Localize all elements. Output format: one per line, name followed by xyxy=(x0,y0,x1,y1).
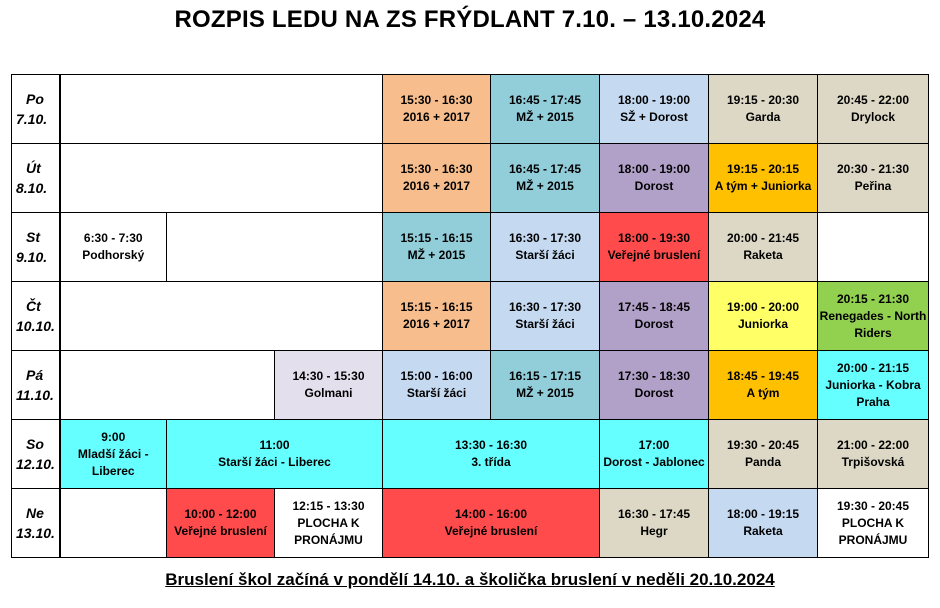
slot-time: 6:30 - 7:30 xyxy=(83,231,143,245)
slot-label: Raketa xyxy=(743,524,783,538)
slot-label: Drylock xyxy=(850,110,896,124)
slot-label: Starší žáci xyxy=(515,248,575,262)
day-name: Čt xyxy=(26,298,41,314)
slot-label: Hegr xyxy=(640,524,668,538)
schedule-slot xyxy=(491,351,600,420)
day-date: 8.10. xyxy=(16,180,48,196)
schedule-row-thursday xyxy=(12,282,929,351)
day-date: 7.10. xyxy=(16,111,48,127)
slot-time: 9:00 xyxy=(101,429,126,444)
empty-cell xyxy=(60,144,383,213)
slot-time: 18:00 - 19:00 xyxy=(617,93,691,107)
day-date: 9.10. xyxy=(16,249,48,265)
slot-time: 18:00 - 19:30 xyxy=(617,231,691,245)
slot-label: Juniorka xyxy=(737,317,788,331)
slot-label: Dorost xyxy=(634,179,674,193)
schedule-slot xyxy=(709,144,818,213)
slot-time: 16:45 - 17:45 xyxy=(508,93,582,107)
day-name: So xyxy=(26,436,44,452)
slot-label: Starší žáci xyxy=(515,317,575,331)
schedule-slot xyxy=(491,144,600,213)
schedule-slot xyxy=(167,489,275,558)
slot-time: 19:15 - 20:15 xyxy=(726,162,800,176)
schedule-slot xyxy=(491,282,600,351)
slot-label: 2016 + 2017 xyxy=(402,110,471,124)
slot-label: Dorost xyxy=(634,386,674,400)
slot-time: 19:30 - 20:45 xyxy=(726,438,800,452)
slot-label: Garda xyxy=(745,110,781,124)
slot-time: 13:30 - 16:30 xyxy=(454,438,528,452)
schedule-slot xyxy=(818,420,929,489)
slot-time: 21:00 - 22:00 xyxy=(836,438,910,452)
slot-time: 20:00 - 21:45 xyxy=(726,231,800,245)
slot-label: Trpišovská xyxy=(841,455,905,469)
slot-time: 15:30 - 16:30 xyxy=(400,93,473,107)
day-date: 11.10. xyxy=(16,387,54,403)
page-title: ROZPIS LEDU NA ZS FRÝDLANT 7.10. – 13.10.2024 xyxy=(174,6,766,33)
schedule-slot xyxy=(818,75,929,144)
schedule-slot xyxy=(383,213,491,282)
slot-label: Panda xyxy=(744,455,781,469)
slot-time: 10:00 - 12:00 xyxy=(184,507,257,521)
schedule-slot xyxy=(275,351,383,420)
schedule-slot xyxy=(275,489,383,558)
day-name: Pá xyxy=(26,367,44,383)
slot-time: 15:15 - 16:15 xyxy=(400,231,473,245)
slot-time: 15:30 - 16:30 xyxy=(400,162,473,176)
schedule-slot xyxy=(491,75,600,144)
slot-time: 12:15 - 13:30 xyxy=(292,498,365,513)
schedule-slot xyxy=(709,75,818,144)
day-cell xyxy=(12,351,60,420)
slot-label: SŽ + Dorost xyxy=(620,110,688,124)
schedule-slot xyxy=(383,351,491,420)
day-cell xyxy=(12,75,60,144)
day-name: Po xyxy=(26,91,44,107)
schedule-slot xyxy=(600,282,709,351)
slot-label: Mladší žáci - Liberec xyxy=(77,446,149,478)
slot-label: Peřina xyxy=(854,179,892,193)
schedule-slot xyxy=(167,420,383,489)
schedule-slot xyxy=(709,489,818,558)
slot-time: 11:00 xyxy=(259,438,290,452)
slot-time: 15:15 - 16:15 xyxy=(400,300,473,314)
schedule-slot xyxy=(600,213,709,282)
slot-label: Starší žáci - Liberec xyxy=(218,455,331,469)
schedule-row-monday xyxy=(12,75,929,144)
schedule-slot xyxy=(709,420,818,489)
slot-label: Renegades - North Riders xyxy=(819,308,927,340)
schedule-slot xyxy=(709,213,818,282)
schedule-slot xyxy=(600,489,709,558)
slot-time: 20:00 - 21:15 xyxy=(836,360,910,375)
empty-cell xyxy=(818,213,929,282)
slot-label: PLOCHA K PRONÁJMU xyxy=(294,515,363,547)
schedule-slot xyxy=(600,75,709,144)
slot-label: 3. třída xyxy=(471,455,511,469)
schedule-row-wednesday xyxy=(12,213,929,282)
footer-note: Bruslení škol začíná v pondělí 14.10. a školička bruslení v neděli 20.10.2024 xyxy=(165,570,775,589)
day-name: St xyxy=(26,229,40,245)
schedule-row-sunday xyxy=(12,489,929,558)
slot-time: 19:30 - 20:45 xyxy=(836,498,910,513)
slot-time: 16:30 - 17:45 xyxy=(617,507,691,521)
schedule-row-tuesday xyxy=(12,144,929,213)
schedule-slot xyxy=(60,213,167,282)
slot-label: MŽ + 2015 xyxy=(516,110,574,124)
schedule-slot xyxy=(383,144,491,213)
slot-time: 17:45 - 18:45 xyxy=(617,300,691,314)
slot-label: Veřejné bruslení xyxy=(444,524,538,538)
slot-label: Golmani xyxy=(304,386,353,400)
schedule-slot xyxy=(818,282,929,351)
slot-label: Raketa xyxy=(743,248,783,262)
slot-time: 19:00 - 20:00 xyxy=(726,300,800,314)
empty-cell xyxy=(60,282,383,351)
schedule-slot xyxy=(818,489,929,558)
slot-time: 20:45 - 22:00 xyxy=(836,93,910,107)
day-cell xyxy=(12,489,60,558)
slot-label: A tým + Juniorka xyxy=(714,179,812,193)
slot-label: MŽ + 2015 xyxy=(516,386,574,400)
schedule-slot xyxy=(383,420,600,489)
schedule-slot xyxy=(600,144,709,213)
slot-label: Juniorka - Kobra Praha xyxy=(825,377,921,409)
day-date: 12.10. xyxy=(16,456,55,472)
slot-time: 14:30 - 15:30 xyxy=(292,369,365,383)
day-cell xyxy=(12,420,60,489)
slot-time: 16:30 - 17:30 xyxy=(508,231,582,245)
slot-label: PLOCHA K PRONÁJMU xyxy=(838,515,908,547)
slot-label: Dorost - Jablonec xyxy=(603,455,705,469)
empty-cell xyxy=(167,213,383,282)
slot-label: Dorost xyxy=(634,317,674,331)
slot-time: 20:15 - 21:30 xyxy=(836,291,910,306)
slot-time: 19:15 - 20:30 xyxy=(726,93,800,107)
slot-label: Veřejné bruslení xyxy=(607,248,701,262)
slot-label: 2016 + 2017 xyxy=(402,179,471,193)
day-cell xyxy=(12,144,60,213)
slot-label: 2016 + 2017 xyxy=(402,317,471,331)
schedule-slot xyxy=(491,213,600,282)
schedule-table xyxy=(11,74,929,558)
day-date: 13.10. xyxy=(16,525,55,541)
slot-time: 14:00 - 16:00 xyxy=(454,507,528,521)
schedule-slot xyxy=(818,144,929,213)
schedule-slot xyxy=(709,282,818,351)
day-name: Ne xyxy=(26,505,44,521)
day-date: 10.10. xyxy=(16,318,55,334)
schedule-row-friday xyxy=(12,351,929,420)
slot-time: 17:00 xyxy=(638,438,670,452)
empty-cell xyxy=(60,489,167,558)
slot-label: A tým xyxy=(746,386,780,400)
day-cell xyxy=(12,213,60,282)
schedule-slot xyxy=(60,420,167,489)
slot-time: 16:30 - 17:30 xyxy=(508,300,582,314)
slot-time: 16:15 - 17:15 xyxy=(508,369,582,383)
schedule-slot xyxy=(600,420,709,489)
slot-time: 20:30 - 21:30 xyxy=(836,162,910,176)
slot-label: Podhorský xyxy=(82,248,145,262)
schedule-slot xyxy=(818,351,929,420)
slot-label: MŽ + 2015 xyxy=(407,248,466,262)
slot-time: 16:45 - 17:45 xyxy=(508,162,582,176)
day-cell xyxy=(12,282,60,351)
slot-time: 18:00 - 19:00 xyxy=(617,162,691,176)
slot-time: 15:00 - 16:00 xyxy=(400,369,473,383)
schedule-slot xyxy=(709,351,818,420)
empty-cell xyxy=(60,351,275,420)
slot-label: Veřejné bruslení xyxy=(174,524,267,538)
schedule-slot xyxy=(383,489,600,558)
slot-time: 18:45 - 19:45 xyxy=(726,369,800,383)
schedule-row-saturday xyxy=(12,420,929,489)
schedule-slot xyxy=(383,75,491,144)
schedule-slot xyxy=(383,282,491,351)
empty-cell xyxy=(60,75,383,144)
schedule-slot xyxy=(600,351,709,420)
slot-time: 18:00 - 19:15 xyxy=(726,507,800,521)
day-name: Út xyxy=(26,160,41,176)
slot-label: MŽ + 2015 xyxy=(516,179,574,193)
slot-label: Starší žáci xyxy=(406,386,467,400)
slot-time: 17:30 - 18:30 xyxy=(617,369,691,383)
